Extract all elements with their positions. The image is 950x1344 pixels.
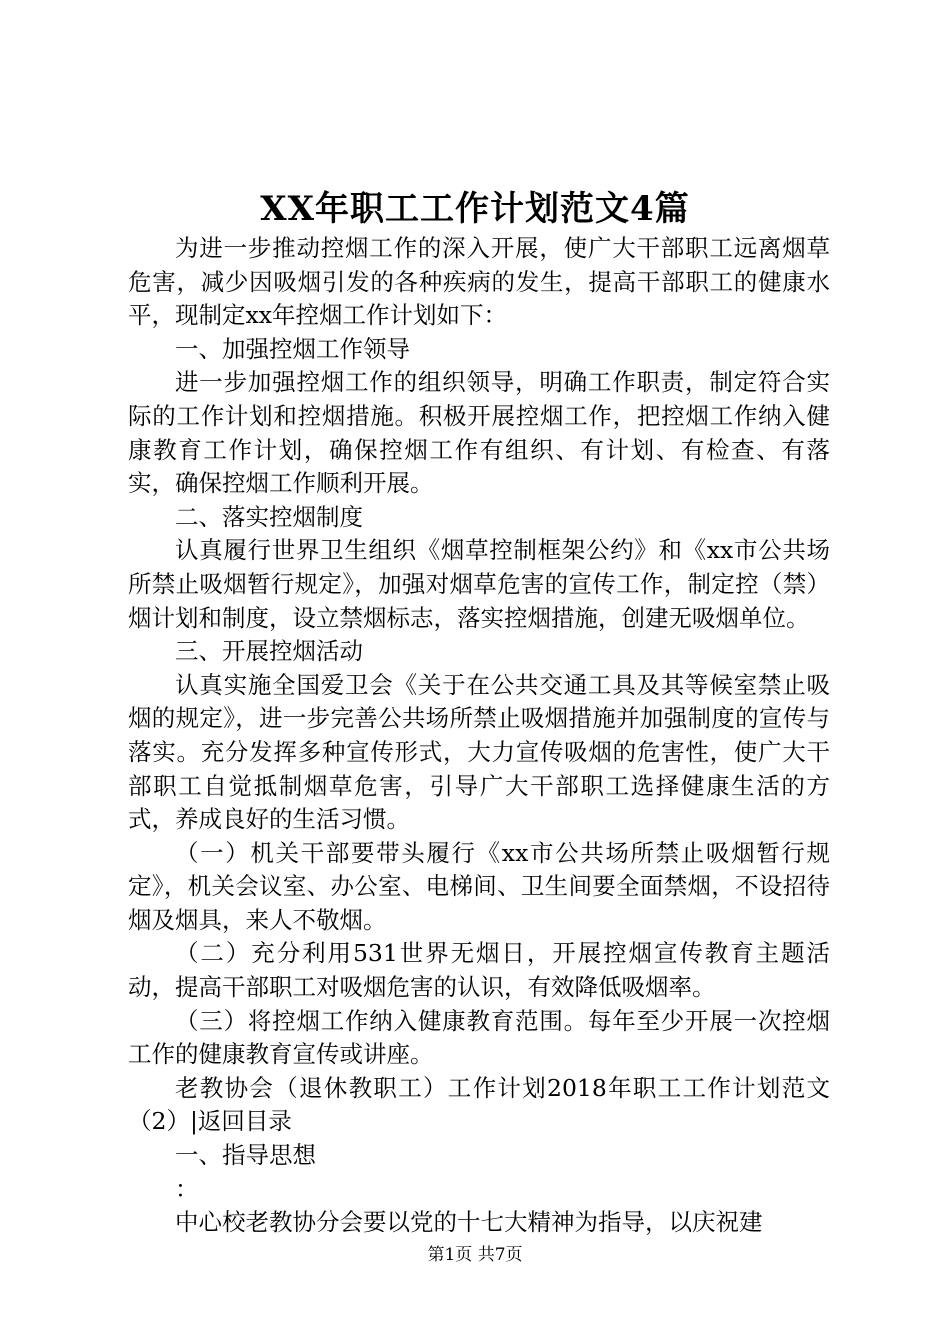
document-title: XX年职工工作计划范文4篇 [260,189,690,229]
section-heading-2: 二、落实控烟制度 [175,502,363,531]
next-article-link[interactable]: 老教协会（退休教职工）工作计划2018年职工工作计划范文（2）|返回目录 [128,1073,830,1136]
section-heading-3: 三、开展控烟活动 [175,637,363,666]
intro-paragraph: 为进一步推动控烟工作的深入开展，使广大干部职工远离烟草危害，减少因吸烟引发的各种疾病的发生，提高干部职工的健康水平，现制定xx年控烟工作计划如下： [128,234,830,330]
section-heading-guiding: 一、指导思想 [175,1141,316,1170]
document-body [128,232,830,1240]
section-paragraph-2: 认真履行世界卫生组织《烟草控制框架公约》和《xx市公共场所禁止吸烟暂行规定》，加强对烟草危害的宣传工作，制定控（禁）烟计划和制度，设立禁烟标志，落实控烟措施，创建无吸烟单位。 [128,536,830,632]
sub-item-2: （二）充分利用531世界无烟日，开展控烟宣传教育主题活动，提高干部职工对吸烟危害的认识，有效降低吸烟率。 [128,939,830,1002]
section-heading-1: 一、加强控烟工作领导 [175,334,410,363]
section-paragraph-1: 进一步加强控烟工作的组织领导，明确工作职责，制定符合实际的工作计划和控烟措施。积极开展控烟工作，把控烟工作纳入健康教育工作计划，确保控烟工作有组织、有计划、有检查、有落实，确保控烟工作顺利开展。 [128,368,830,498]
colon-line: ： [175,1174,199,1203]
sub-item-3: （三）将控烟工作纳入健康教育范围。每年至少开展一次控烟工作的健康教育宣传或讲座。 [128,1006,830,1069]
section-paragraph-3: 认真实施全国爱卫会《关于在公共交通工具及其等候室禁止吸烟的规定》，进一步完善公共场所禁止吸烟措施并加强制度的宣传与落实。充分发挥多种宣传形式，大力宣传吸烟的危害性，使广大干部职工自觉抵制烟草危害，引导广大干部职工选择健康生活的方式，养成良好的生活习惯。 [128,670,830,834]
page-footer: 第1页 共7页 [427,1245,523,1265]
sub-item-1: （一）机关干部要带头履行《xx市公共场所禁止吸烟暂行规定》，机关会议室、办公室、电梯间、卫生间要全面禁烟，不设招待烟及烟具，来人不敬烟。 [128,838,830,934]
guiding-paragraph: 中心校老教协分会要以党的十七大精神为指导，以庆祝建 [175,1208,763,1237]
